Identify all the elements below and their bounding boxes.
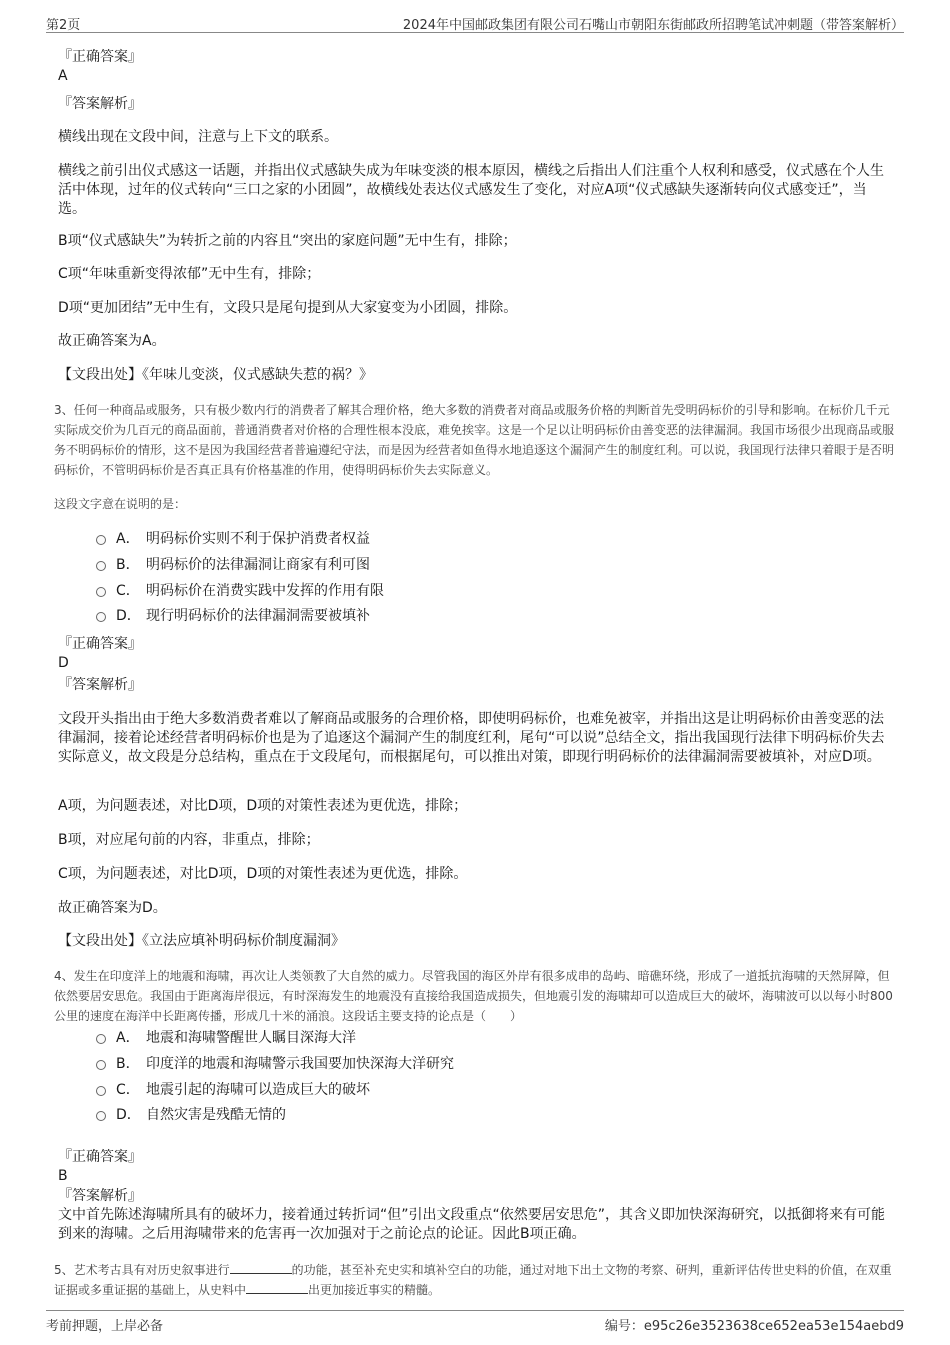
q2-analysis-p3: B项“仪式感缺失”为转折之前的内容且“突出的家庭问题”无中生有，排除； [58,233,517,249]
q4-option-b[interactable]: B． 印度洋的地震和海啸警示我国要加快深海大洋研究 [96,1054,454,1074]
radio-icon[interactable] [96,1060,106,1070]
q3-option-d[interactable]: D． 现行明码标价的法律漏洞需要被填补 [96,606,370,626]
q3-analysis-label: 『答案解析』 [58,677,142,693]
q2-analysis-p4: C项“年味重新变得浓郁”无中生有，排除； [58,266,321,282]
q4-option-c[interactable]: C． 地震引起的海啸可以造成巨大的破坏 [96,1080,370,1100]
q2-source: 【文段出处】《年味儿变淡，仪式感缺失惹的祸？》 [58,367,373,383]
page-header [46,12,904,33]
q3-analysis-p1: 文段开头指出由于绝大多数消费者难以了解商品或服务的合理价格，即使明码标价，也难免被宰，并指出这是让明码标价由善变恶的法律漏洞，接着论述经营者明码标价也是为了追逐这个漏洞产生的制度红利，尾句“可以说”总结全文，指出我国现行法律下明码标价失去实际意义，故文段是分总结构，重点在于文段尾句，而根据尾句，可以推出对策，即现行明码标价的法律漏洞需要被填补，对应D项。 [58,711,885,765]
radio-icon[interactable] [96,612,106,622]
q3-answer: D [58,655,69,671]
radio-icon[interactable] [96,1111,106,1121]
q2-analysis-p2: 横线之前引出仪式感这一话题，并指出仪式感缺失成为年味变淡的根本原因，横线之后指出人们注重个人权利和感受，仪式感在个人生活中体现，过年的仪式转向“三口之家的小团圆”，故横线处表达仪式感发生了变化，对应A项“仪式感缺失逐渐转向仪式感变迁”，当选。 [58,163,884,217]
q2-analysis-label: 『答案解析』 [58,96,142,112]
page-number: 第2页 [46,18,81,33]
q4-stem: 4、发生在印度洋上的地震和海啸，再次让人类领教了大自然的威力。尽管我国的海区外岸有很多成串的岛屿、暗礁环绕，形成了一道抵抗海啸的天然屏障，但依然要居安思危。我国由于距离海岸很远，有时深海发生的地震没有直接给我国造成损失，但地震引发的海啸却可以造成巨大的破坏，海啸波可以以每小时800公里的速度在海洋中长距离传播，形成几十米的涌浪。这段话主要支持的论点是（ ） [54,969,893,1023]
q4-analysis-p1: 文中首先陈述海啸所具有的破坏力，接着通过转折词“但”引出文段重点“依然要居安思危”，其含义即加快深海研究，以抵御将来有可能到来的海啸。之后用海啸带来的危害再一次加强对于之前论点的论证。因此B项正确。 [58,1207,886,1242]
q2-analysis-p1: 横线出现在文段中间，注意与上下文的联系。 [58,129,338,145]
q2-analysis-p6: 故正确答案为A。 [58,333,166,349]
q4-option-a[interactable]: A． 地震和海啸警醒世人瞩目深海大洋 [96,1028,356,1048]
document-code: 编号：e95c26e3523638ce652ea53e154aebd9 [604,1319,904,1334]
radio-icon[interactable] [96,561,106,571]
q3-question: 这段文字意在说明的是： [54,497,187,511]
q3-option-c[interactable]: C． 明码标价在消费实践中发挥的作用有限 [96,581,384,601]
q3-analysis-p3: B项，对应尾句前的内容，非重点，排除； [58,832,320,848]
q2-answer: A [58,68,68,84]
q2-answer-label: 『正确答案』 [58,49,142,65]
radio-icon[interactable] [96,1086,106,1096]
page-footer [46,1310,904,1335]
q3-answer-label: 『正确答案』 [58,636,142,652]
blank-2[interactable] [246,1280,308,1294]
q2-analysis-p5: D项“更加团结”无中生有，文段只是尾句提到从大家宴变为小团圆，排除。 [58,300,518,316]
document-title: 2024年中国邮政集团有限公司石嘴山市朝阳东街邮政所招聘笔试冲刺题（带答案解析） [402,18,904,33]
radio-icon[interactable] [96,535,106,545]
q4-answer-label: 『正确答案』 [58,1149,142,1165]
q3-analysis-p5: 故正确答案为D。 [58,900,167,916]
q5-stem: 5、艺术考古具有对历史叙事进行 的功能，甚至补充史实和填补空白的功能，通过对地下出土文物的考察、研判，重新评估传世史料的价值，在双重证据或多重证据的基础上，从史料中 出更加接近事实的精髓。 [54,1260,894,1300]
radio-icon[interactable] [96,1034,106,1044]
q4-analysis-label: 『答案解析』 [58,1188,142,1204]
q3-analysis-p4: C项，为问题表述，对比D项，D项的对策性表述为更优选，排除。 [58,866,468,882]
q4-answer: B [58,1168,68,1184]
q3-stem: 3、任何一种商品或服务，只有极少数内行的消费者了解其合理价格，绝大多数的消费者对商品或服务价格的判断首先受明码标价的引导和影响。在标价几千元实际成交价为几百元的商品面前，普通消费者对价格的合理性根本没底，难免挨宰。这是一个足以让明码标价由善变恶的法律漏洞。我国市场很少出现商品或服务不明码标价的情形，这不是因为我国经营者普遍遵纪守法，而是因为经营者如鱼得水地追逐这个漏洞产生的制度红利。可以说，我国现行法律只着眼于是否明码标价，不管明码标价是否真正具有价格基准的作用，使得明码标价失去实际意义。 [54,403,895,477]
q3-option-b[interactable]: B． 明码标价的法律漏洞让商家有利可图 [96,555,370,575]
blank-1[interactable] [230,1260,292,1274]
q3-analysis-p2: A项，为问题表述，对比D项，D项的对策性表述为更优选，排除； [58,798,468,814]
q3-source: 【文段出处】《立法应填补明码标价制度漏洞》 [58,933,345,949]
q3-option-a[interactable]: A． 明码标价实则不利于保护消费者权益 [96,529,370,549]
footer-slogan: 考前押题，上岸必备 [46,1319,164,1334]
q4-option-d[interactable]: D． 自然灾害是残酷无情的 [96,1105,286,1125]
radio-icon[interactable] [96,587,106,597]
